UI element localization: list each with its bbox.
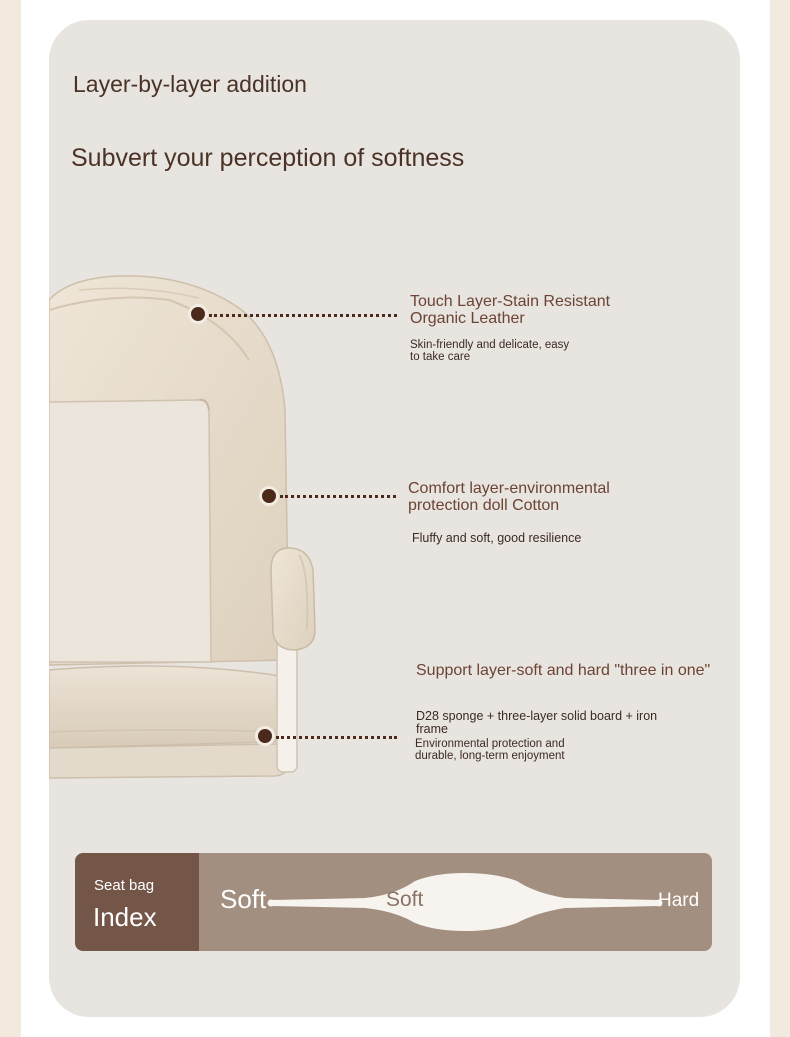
layer1-description: Skin-friendly and delicate, easy to take care: [410, 339, 570, 363]
layer3-leader-line: [276, 736, 397, 739]
left-border-strip: [0, 0, 21, 1037]
layer2-description: Fluffy and soft, good resilience: [412, 531, 582, 545]
feature-card: [49, 20, 740, 1017]
softness-scale-track: [265, 871, 665, 933]
layer3-marker-dot: [255, 726, 275, 746]
scale-hard-end-label: Hard: [658, 890, 700, 911]
layer1-title: Touch Layer-Stain Resistant Organic Leather: [410, 293, 611, 327]
layer2-title: Comfort layer-environmental protection doll Cotton: [408, 480, 610, 514]
layer3-detail: D28 sponge + three-layer solid board + iron frame: [416, 709, 658, 736]
layer1-leader-line: [209, 314, 397, 317]
index-label: Index: [93, 902, 157, 932]
layer2-marker-dot: [259, 486, 279, 506]
layer3-title: Support layer-soft and hard "three in one": [416, 662, 711, 679]
seat-bag-label: Seat bag: [94, 877, 155, 894]
scale-indicator-label: Soft: [386, 888, 424, 911]
softness-index-bar: [75, 853, 712, 951]
section-heading: Layer-by-layer addition: [73, 71, 307, 97]
section-subheading: Subvert your perception of softness: [71, 144, 465, 172]
index-label-panel: [75, 853, 199, 951]
layer2-leader-line: [280, 495, 396, 498]
layer3-description: Environmental protection and durable, long-term enjoyment: [415, 738, 565, 762]
right-border-strip: [770, 0, 790, 1037]
scale-soft-end-label: Soft: [220, 884, 267, 914]
chair-illustration: [49, 270, 349, 790]
layer1-marker-dot: [188, 304, 208, 324]
